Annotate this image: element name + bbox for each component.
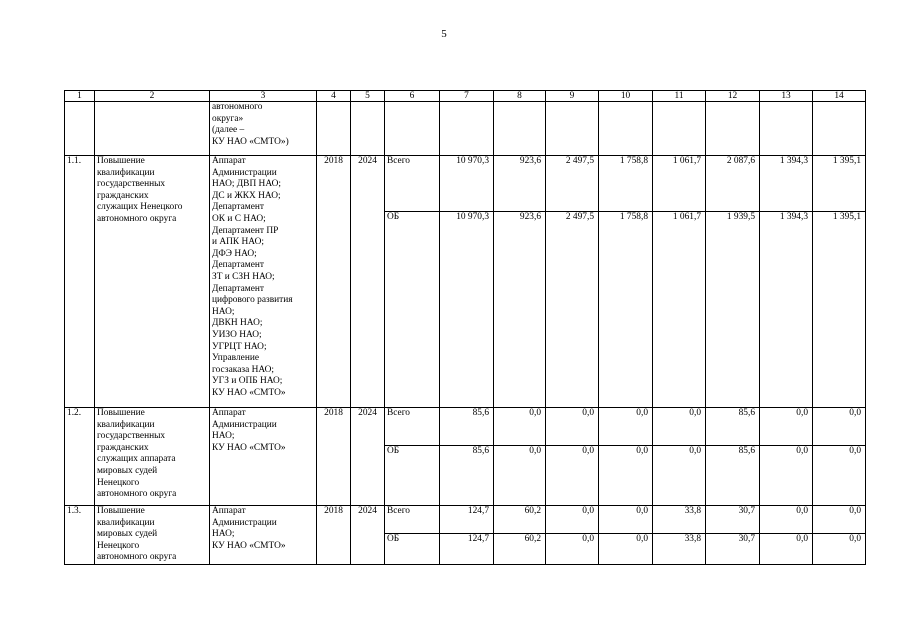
row-number: 1.2. [65,408,95,506]
start-year: 2018 [317,408,351,506]
amount-cell: 85,6 [706,446,760,506]
funding-source: ОБ [385,212,440,408]
header-cell: 12 [706,91,760,102]
amount-cell: 124,7 [440,533,494,564]
page-number: 5 [441,28,447,40]
amount-cell: 0,0 [599,533,653,564]
amount-cell: 0,0 [813,446,866,506]
amount-cell: 1 061,7 [653,212,706,408]
executors: Аппарат Администрации НАО; КУ НАО «СМТО» [210,408,317,506]
amount-cell: 0,0 [494,408,546,446]
amount-cell: 60,2 [494,506,546,534]
amount-cell: 124,7 [440,506,494,534]
end-year: 2024 [351,408,385,506]
funding-source: Всего [385,408,440,446]
header-cell: 4 [317,91,351,102]
continuation-executor-text: автономного округа» (далее – КУ НАО «СМТО») [210,102,317,156]
header-cell: 7 [440,91,494,102]
amount-cell: 1 939,5 [706,212,760,408]
amount-cell: 2 497,5 [546,212,599,408]
header-row [65,91,866,102]
table-row [65,156,866,212]
measure-name: Повышение квалификации государственных гражданских служащих Ненецкого автономного округа [95,156,210,408]
amount-cell: 0,0 [653,408,706,446]
amount-cell: 1 061,7 [653,156,706,212]
amount-cell: 0,0 [599,446,653,506]
program-table [64,90,866,565]
amount-cell: 30,7 [706,506,760,534]
amount-cell: 0,0 [813,533,866,564]
funding-source: ОБ [385,446,440,506]
amount-cell: 2 087,6 [706,156,760,212]
amount-cell: 0,0 [813,506,866,534]
continuation-row [65,102,866,156]
amount-cell: 0,0 [760,506,813,534]
header-cell: 8 [494,91,546,102]
amount-cell: 0,0 [653,446,706,506]
amount-cell: 0,0 [599,408,653,446]
amount-cell: 85,6 [440,408,494,446]
amount-cell: 30,7 [706,533,760,564]
header-cell: 1 [65,91,95,102]
amount-cell: 10 970,3 [440,156,494,212]
amount-cell: 0,0 [546,506,599,534]
start-year: 2018 [317,156,351,408]
funding-source: ОБ [385,533,440,564]
executors: Аппарат Администрации НАО; КУ НАО «СМТО» [210,506,317,565]
header-cell: 14 [813,91,866,102]
amount-cell: 1 395,1 [813,156,866,212]
end-year: 2024 [351,156,385,408]
amount-cell: 1 758,8 [599,212,653,408]
amount-cell: 33,8 [653,533,706,564]
header-cell: 11 [653,91,706,102]
amount-cell: 1 394,3 [760,156,813,212]
header-cell: 5 [351,91,385,102]
row-number: 1.1. [65,156,95,408]
funding-source: Всего [385,506,440,534]
amount-cell: 0,0 [760,533,813,564]
header-cell: 3 [210,91,317,102]
header-cell: 10 [599,91,653,102]
funding-source: Всего [385,156,440,212]
table-row [65,408,866,446]
header-cell: 13 [760,91,813,102]
amount-cell: 60,2 [494,533,546,564]
amount-cell: 85,6 [440,446,494,506]
header-cell: 9 [546,91,599,102]
executors: Аппарат Администрации НАО; ДВП НАО; ДС и ЖКХ НАО; Департамент ОК и С НАО; Департамент ПР и АПК НАО; ДФЭ НАО; Департамент ЗТ и СЗН НАО; Департамент цифрового развития НАО; ДВКН НАО; УИЗО НАО; УГРЦТ НАО; Управление госзаказа НАО; УГЗ и ОПБ НАО; КУ НАО «СМТО» [210,156,317,408]
table-row [65,506,866,534]
amount-cell: 923,6 [494,156,546,212]
amount-cell: 0,0 [760,446,813,506]
amount-cell: 1 758,8 [599,156,653,212]
amount-cell: 10 970,3 [440,212,494,408]
measure-name: Повышение квалификации государственных гражданских служащих аппарата мировых судей Ненецкого автономного округа [95,408,210,506]
amount-cell: 2 497,5 [546,156,599,212]
amount-cell: 0,0 [760,408,813,446]
amount-cell: 0,0 [546,408,599,446]
amount-cell: 0,0 [546,446,599,506]
start-year: 2018 [317,506,351,565]
amount-cell: 0,0 [599,506,653,534]
amount-cell: 85,6 [706,408,760,446]
measure-name: Повышение квалификации мировых судей Ненецкого автономного округа [95,506,210,565]
amount-cell: 33,8 [653,506,706,534]
row-number: 1.3. [65,506,95,565]
amount-cell: 1 395,1 [813,212,866,408]
amount-cell: 923,6 [494,212,546,408]
header-cell: 6 [385,91,440,102]
end-year: 2024 [351,506,385,565]
header-cell: 2 [95,91,210,102]
amount-cell: 0,0 [546,533,599,564]
amount-cell: 0,0 [813,408,866,446]
amount-cell: 1 394,3 [760,212,813,408]
amount-cell: 0,0 [494,446,546,506]
